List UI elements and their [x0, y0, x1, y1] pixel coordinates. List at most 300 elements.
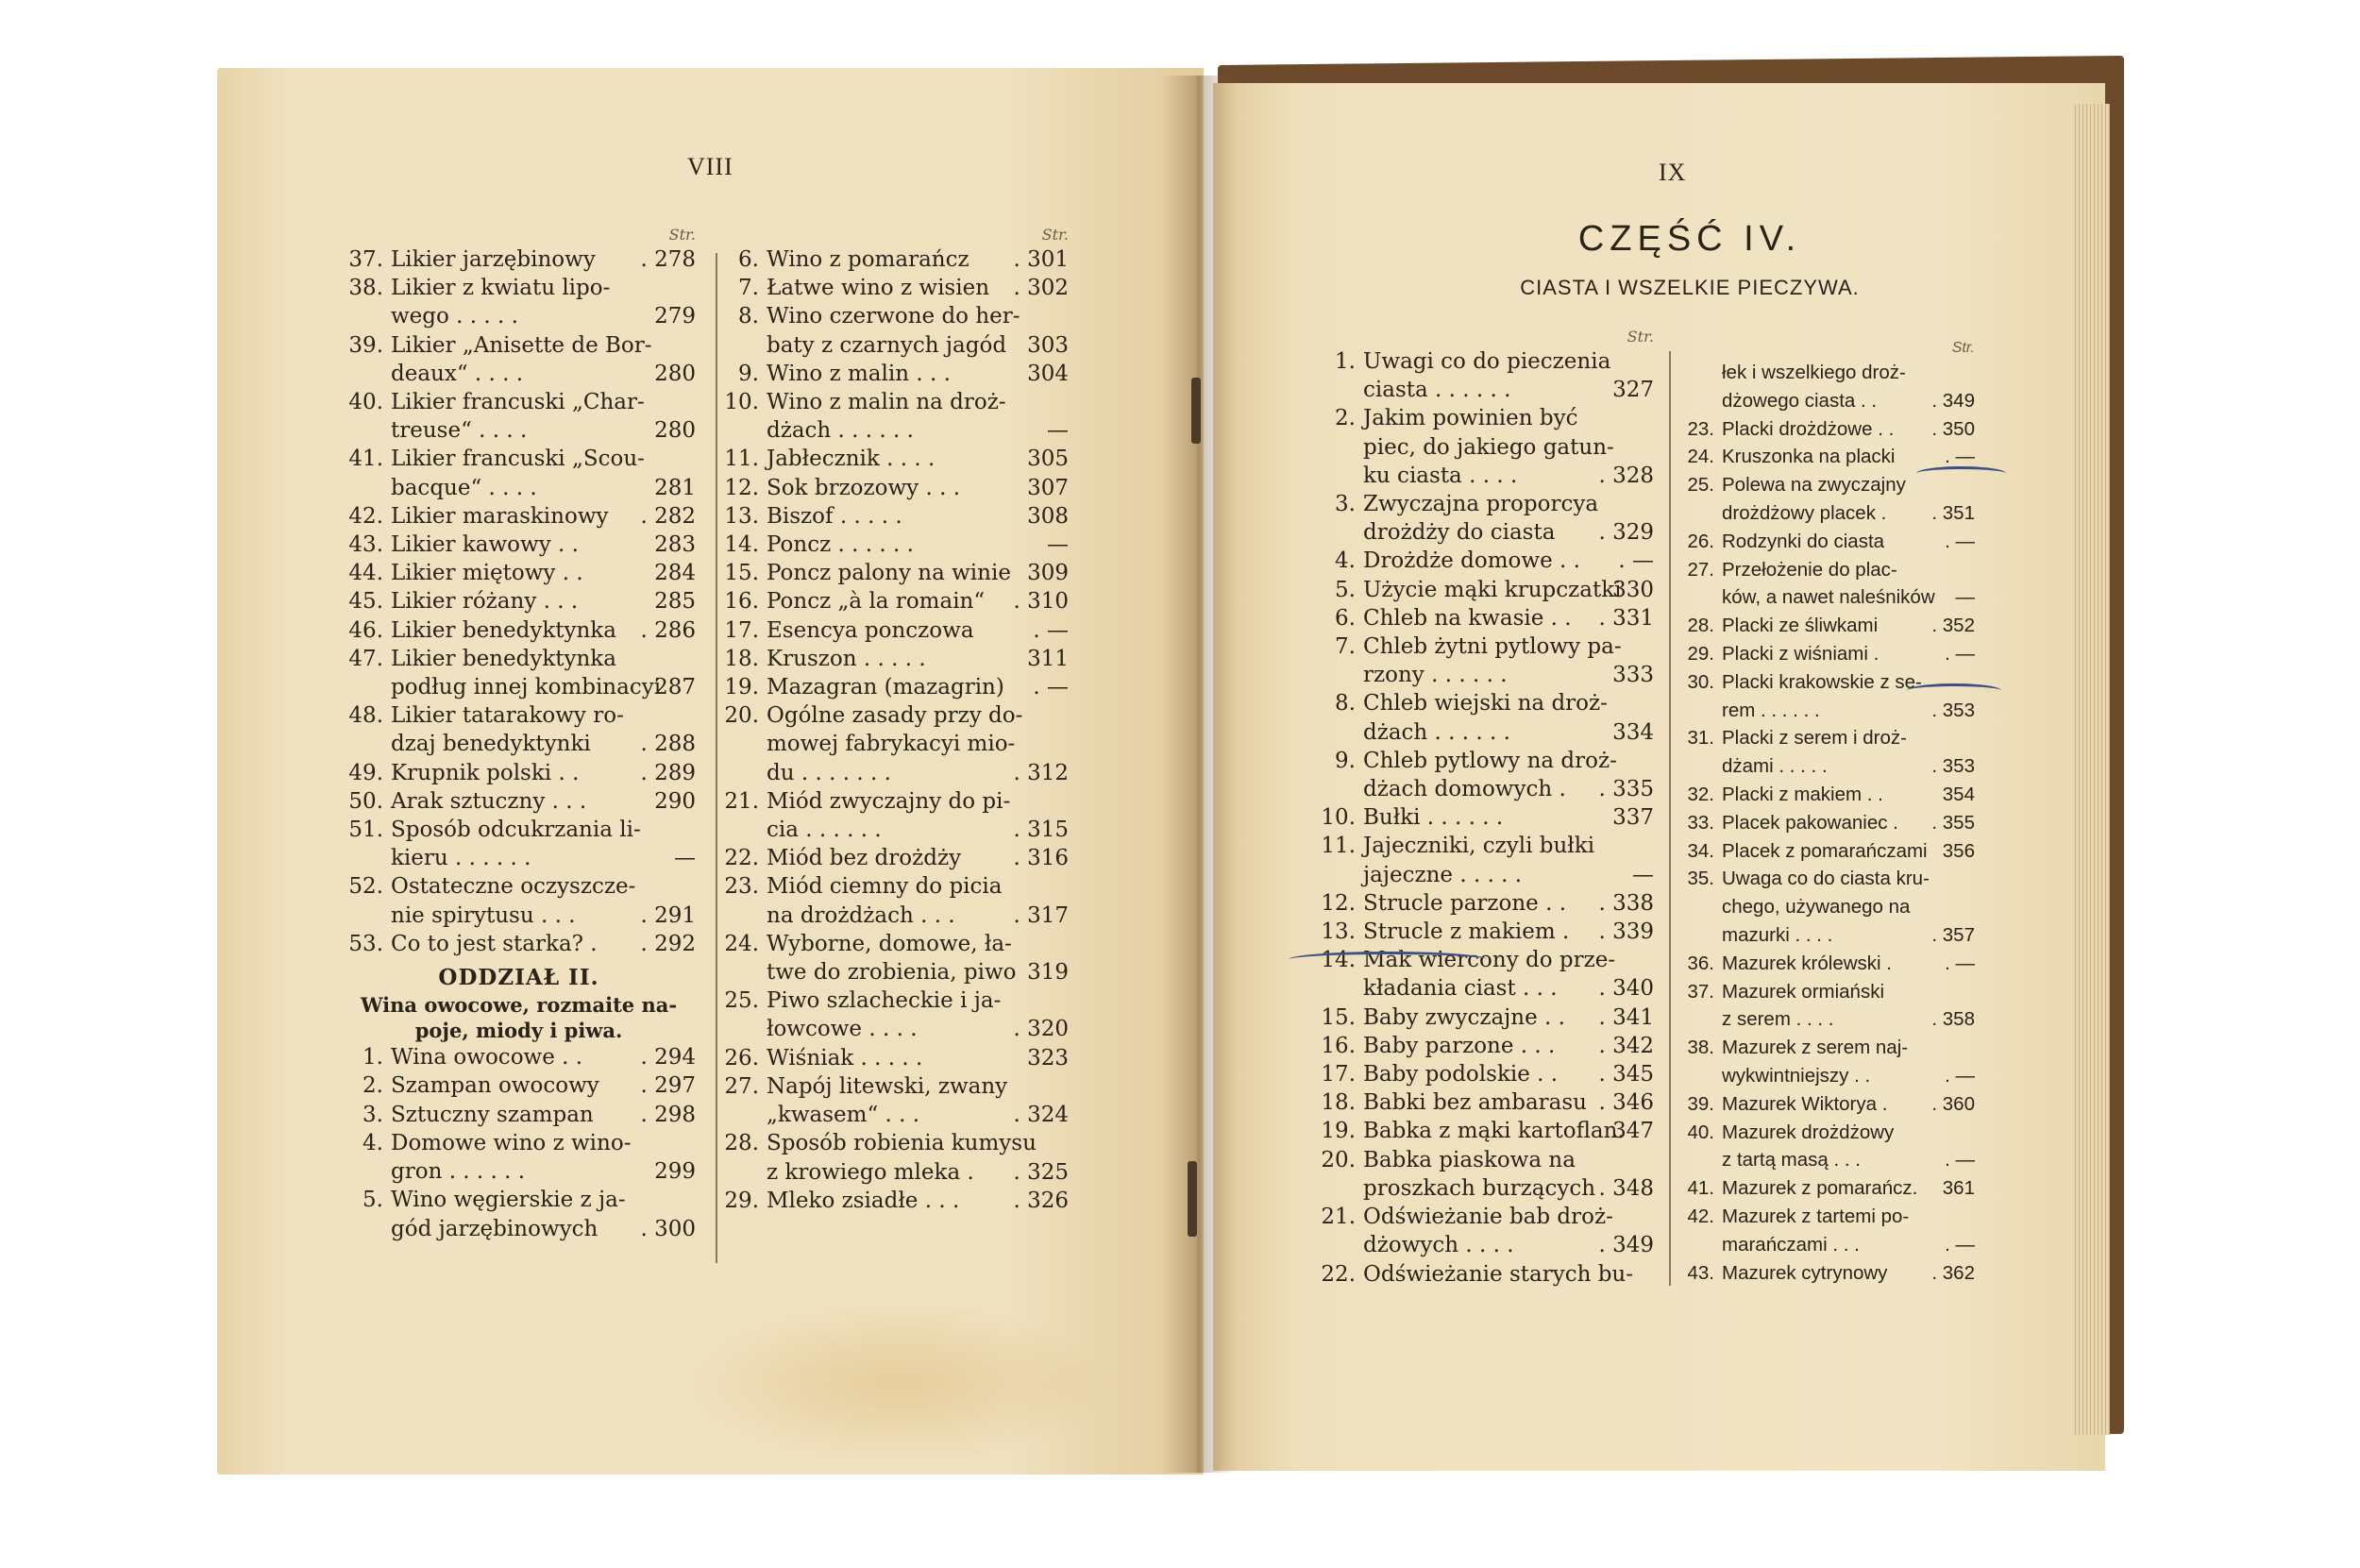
toc-page-number: —: [1047, 532, 1069, 558]
toc-entry-line: [342, 1129, 696, 1157]
toc-entry-number: 45.: [348, 589, 383, 615]
toc-entry-title: Mazurek ormiański: [1722, 980, 1885, 1003]
toc-page-number: 327: [1612, 378, 1654, 403]
toc-entry-number: 29.: [1687, 642, 1714, 665]
toc-entry-number: 9.: [738, 361, 759, 386]
binding-thread: [1188, 1161, 1197, 1237]
left-page-number: VIII: [687, 153, 733, 180]
toc-entry-line: [1673, 443, 1975, 471]
toc-entry-title: Jakim powinien być: [1363, 406, 1578, 431]
toc-entry: [1673, 781, 1975, 809]
toc-entry-title: gron . . . . . .: [391, 1159, 526, 1185]
right-page-number: IX: [1659, 159, 1687, 186]
toc-entry-line: [1673, 1231, 1975, 1259]
toc-entry: [1673, 865, 1975, 949]
toc-entry: [1314, 490, 1654, 547]
section-subtitle-line: poje, miody i piwa.: [414, 1019, 623, 1043]
toc-entry-title: Sztuczny szampan: [391, 1102, 594, 1127]
toc-page-number: 290: [654, 788, 696, 814]
toc-entry: [342, 1071, 696, 1100]
toc-entry-title: Placki z serem i droż-: [1722, 727, 1907, 750]
ink-underline-mark: [1289, 952, 1487, 968]
toc-entry-number: 31.: [1687, 727, 1714, 750]
toc-entry-number: 49.: [348, 760, 383, 785]
toc-entry: [1314, 347, 1654, 404]
toc-entry-number: 9.: [1335, 748, 1356, 773]
toc-entry: [1314, 547, 1654, 575]
toc-entry-line: [717, 616, 1069, 645]
toc-entry-line: [1673, 837, 1975, 866]
toc-entry: [717, 645, 1069, 673]
toc-page-number: . 362: [1931, 1261, 1975, 1284]
toc-page-number: 354: [1942, 783, 1975, 805]
toc-entry-number: 53.: [348, 931, 383, 956]
toc-page-number: . 292: [640, 931, 696, 956]
toc-page-number: . 338: [1598, 890, 1654, 916]
toc-page-number: . —: [1945, 446, 1975, 468]
toc-entry: [1314, 604, 1654, 632]
toc-entry-number: 40.: [348, 390, 383, 415]
toc-page-number: 299: [654, 1159, 696, 1185]
toc-page-number: . 291: [640, 902, 696, 928]
toc-page-number: 309: [1027, 561, 1069, 586]
toc-page-number: —: [674, 846, 696, 871]
toc-entry-line: [1673, 556, 1975, 584]
toc-entry-number: 14.: [1321, 948, 1356, 973]
toc-entry-line: [1314, 547, 1654, 575]
toc-entry-line: [1314, 576, 1654, 604]
toc-page-number: . 288: [640, 732, 696, 757]
toc-entry-title: Likier różany . . .: [391, 589, 579, 615]
toc-entry-number: 12.: [1321, 890, 1356, 916]
toc-page-number: . 352: [1931, 615, 1975, 637]
toc-entry-title: Chleb pytlowy na droż-: [1363, 748, 1617, 773]
toc-page-number: 323: [1027, 1045, 1069, 1071]
toc-entry-line: [1673, 1259, 1975, 1288]
toc-entry-title: Napój litewski, zwany: [767, 1073, 1008, 1099]
toc-entry: [1673, 1203, 1975, 1259]
toc-entry-line: [342, 787, 696, 816]
toc-entry-title: Mazurek królewski .: [1722, 952, 1892, 974]
toc-entry-number: 23.: [724, 874, 759, 900]
toc-entry-title: bacque“ . . . .: [391, 475, 537, 500]
toc-page-number: . 328: [1598, 463, 1654, 488]
toc-entry-title: Babki bez ambarasu: [1363, 1090, 1587, 1116]
toc-page-number: . —: [1945, 1149, 1975, 1172]
toc-entry-number: 43.: [1687, 1261, 1714, 1284]
toc-entry-line: [717, 958, 1069, 986]
toc-entry-number: 20.: [1321, 1147, 1356, 1172]
toc-entry-number: 21.: [1321, 1205, 1356, 1230]
toc-page-number: . 278: [640, 247, 696, 272]
toc-entry-title: Piwo szlacheckie i ja-: [767, 988, 1002, 1014]
toc-entry-line: [717, 730, 1069, 758]
toc-entry-title: Wyborne, domowe, ła-: [767, 931, 1012, 956]
toc-entry: [717, 445, 1069, 473]
toc-entry-line: [1673, 415, 1975, 444]
toc-entry-line: [1673, 1090, 1975, 1119]
toc-entry-number: 28.: [724, 1131, 759, 1156]
toc-entry-line: [1673, 612, 1975, 640]
toc-entry: [1314, 1117, 1654, 1145]
toc-page-number: . 342: [1598, 1033, 1654, 1058]
toc-page-number: . 346: [1598, 1090, 1654, 1116]
toc-entry-title: Polewa na zwyczajny: [1722, 474, 1906, 497]
toc-entry: [717, 930, 1069, 986]
toc-entry-title: Wino z pomarańcz: [767, 247, 969, 272]
toc-entry: [1314, 1203, 1654, 1259]
toc-entry-line: [342, 1157, 696, 1186]
toc-page-number: . 351: [1931, 501, 1975, 524]
toc-entry-line: [717, 930, 1069, 958]
toc-page-number: . 357: [1931, 923, 1975, 946]
toc-entry: [1314, 1060, 1654, 1088]
toc-entry-number: 33.: [1687, 811, 1714, 834]
section-subtitle-line: Wina owocowe, rozmaite na-: [360, 993, 678, 1018]
left-column-2: [717, 225, 1069, 1215]
toc-entry-title: Baby parzone . . .: [1363, 1033, 1556, 1058]
toc-entry-title: Baby zwyczajne . .: [1363, 1004, 1565, 1030]
toc-entry-number: 24.: [1687, 446, 1714, 468]
toc-page-number: 281: [654, 475, 696, 500]
toc-entry-title: Miód zwyczajny do pi-: [767, 788, 1011, 814]
toc-entry-title: Jajeczniki, czyli bułki: [1363, 834, 1595, 859]
toc-page-number: . 324: [1013, 1103, 1069, 1128]
toc-entry: [342, 245, 696, 274]
toc-entry-number: 1.: [362, 1045, 383, 1071]
toc-entry-line: [1673, 1146, 1975, 1174]
toc-entry-title: Wino z malin . . .: [767, 361, 951, 386]
toc-entry-number: 43.: [348, 532, 383, 558]
toc-entry-line: [717, 531, 1069, 559]
toc-entry: [1673, 471, 1975, 528]
toc-entry-line: [1673, 697, 1975, 725]
toc-entry-line: [1673, 1174, 1975, 1203]
toc-page-number: 333: [1612, 663, 1654, 688]
toc-entry: [717, 1129, 1069, 1186]
toc-entry-title: z krowiego mleka .: [767, 1159, 974, 1185]
toc-entry: [717, 701, 1069, 787]
toc-entry: [342, 759, 696, 787]
toc-entry-line: [1673, 583, 1975, 612]
toc-entry-number: 8.: [1335, 691, 1356, 717]
toc-entry-title: Placek z pomarańczami: [1722, 839, 1928, 862]
ink-underline-mark: [1916, 466, 2006, 481]
toc-entry-line: [342, 1186, 696, 1214]
toc-page-number: . 294: [640, 1045, 696, 1071]
toc-entry-number: 3.: [1335, 492, 1356, 517]
toc-entry-title: Uwagi co do pieczenia: [1363, 349, 1611, 374]
toc-entry-title: Użycie mąki krupczatki: [1363, 577, 1622, 602]
toc-entry-line: [717, 360, 1069, 388]
toc-entry-number: 4.: [362, 1130, 383, 1155]
toc-entry-title: Strucle z makiem .: [1363, 919, 1570, 945]
toc-entry-title: Mazurek z serem naj-: [1722, 1037, 1909, 1059]
toc-entry-title: gód jarzębinowych: [391, 1216, 598, 1241]
toc-page-number: . 320: [1013, 1017, 1069, 1042]
toc-page-number: . 298: [640, 1102, 696, 1127]
toc-entry-title: jajeczne . . . . .: [1363, 862, 1523, 887]
toc-page-number: 287: [654, 675, 696, 700]
toc-page-number: . 286: [640, 617, 696, 643]
toc-entry-line: [342, 445, 696, 473]
toc-entry: [1314, 689, 1654, 746]
toc-entry-title: Sposób odcukrzania li-: [391, 818, 641, 843]
toc-page-number: . 302: [1013, 276, 1069, 301]
toc-entry: [717, 559, 1069, 587]
toc-entry-title: Wina owocowe . .: [391, 1045, 583, 1071]
toc-page-number: . 315: [1013, 818, 1069, 843]
toc-page-number: 285: [654, 589, 696, 615]
toc-entry-number: 6.: [738, 247, 759, 272]
toc-entry-number: 16.: [724, 589, 759, 615]
toc-entry-line: [1673, 1034, 1975, 1062]
toc-entry-line: [1673, 1062, 1975, 1090]
toc-entry-line: [717, 1044, 1069, 1072]
toc-entry-line: [1314, 376, 1654, 404]
toc-page-number: . 349: [1931, 389, 1975, 412]
toc-entry-number: 11.: [724, 447, 759, 472]
str-label: Str.: [668, 226, 696, 244]
toc-entry: [1314, 747, 1654, 803]
toc-entry: [717, 1044, 1069, 1072]
toc-entry-line: [1314, 1260, 1654, 1289]
toc-entry-title: dżach . . . . . .: [1363, 719, 1510, 745]
toc-entry-title: Poncz . . . . . .: [767, 532, 914, 558]
toc-entry-number: 37.: [348, 247, 383, 272]
toc-entry-line: [717, 1072, 1069, 1101]
toc-entry-title: Mazurek cytrynowy: [1722, 1261, 1888, 1284]
part-title: CZĘŚĆ IV.: [1577, 219, 1802, 259]
toc-entry-title: piec, do jakiego gatun-: [1363, 434, 1614, 460]
toc-page-number: . 301: [1013, 247, 1069, 272]
toc-entry-title: Likier kawowy . .: [391, 532, 579, 558]
toc-entry-line: [342, 645, 696, 673]
toc-entry-title: Jabłecznik . . . .: [767, 447, 936, 472]
toc-page-number: . 339: [1598, 919, 1654, 945]
toc-entry: [342, 816, 696, 872]
toc-entry-title: nie spirytusu . . .: [391, 902, 576, 928]
toc-entry-line: [717, 474, 1069, 502]
toc-entry-title: Bułki . . . . . .: [1363, 805, 1504, 831]
toc-entry-title: Chleb na kwasie . .: [1363, 605, 1572, 631]
section-title: ODDZIAŁ II.: [438, 965, 599, 991]
toc-page-number: . 282: [640, 503, 696, 529]
right-column-2: [1673, 338, 1975, 1287]
toc-entry-title: Miód bez drożdży: [767, 846, 962, 871]
toc-entry-title: Strucle parzone . .: [1363, 890, 1567, 916]
toc-entry-title: Ogólne zasady przy do-: [767, 703, 1023, 729]
toc-entry-title: Domowe wino z wino-: [391, 1130, 632, 1155]
toc-page-number: 319: [1027, 960, 1069, 986]
toc-page-number: . —: [1945, 530, 1975, 552]
toc-entry-title: na drożdżach . . .: [767, 902, 955, 928]
toc-page-number: 311: [1027, 646, 1069, 671]
toc-entry-line: [342, 388, 696, 416]
toc-page-number: . 325: [1013, 1159, 1069, 1185]
toc-entry-line: [1673, 893, 1975, 921]
toc-entry-title: Arak sztuczny . . .: [391, 788, 587, 814]
toc-entry-line: [1673, 809, 1975, 837]
toc-entry-title: Babka z mąki kartoflan.: [1363, 1119, 1625, 1144]
toc-entry-title: Likier tatarakowy ro-: [391, 703, 624, 729]
toc-page-number: 280: [654, 418, 696, 444]
toc-entry: [342, 872, 696, 929]
toc-entry-number: 13.: [724, 503, 759, 529]
page-stain: [680, 1303, 1114, 1463]
toc-entry-line: [717, 701, 1069, 730]
toc-entry-title: Uwaga co do ciasta kru-: [1722, 868, 1930, 890]
toc-entry-line: [342, 701, 696, 730]
toc-entry-title: Placki drożdżowe . .: [1722, 417, 1895, 440]
toc-entry-title: Biszof . . . . .: [767, 503, 902, 529]
toc-entry: [1673, 556, 1975, 613]
toc-page-number: 304: [1027, 361, 1069, 386]
toc-entry-title: deaux“ . . . .: [391, 361, 524, 386]
toc-entry-title: rzony . . . . . .: [1363, 663, 1508, 688]
toc-entry-title: rem . . . . . .: [1722, 699, 1820, 721]
toc-entry-title: drożdżowy placek .: [1722, 501, 1887, 524]
toc-entry-line: [342, 872, 696, 901]
toc-entry-title: ków, a nawet naleśników: [1722, 586, 1935, 609]
toc-entry: [342, 616, 696, 645]
toc-entry-title: Mak wiercony do prze-: [1363, 948, 1616, 973]
toc-page-number: 337: [1612, 805, 1654, 831]
toc-entry-line: [717, 872, 1069, 901]
toc-page-number: 305: [1027, 447, 1069, 472]
right-column-1: [1314, 327, 1654, 1289]
toc-entry-line: [1314, 1117, 1654, 1145]
toc-page-number: . 341: [1598, 1004, 1654, 1030]
toc-page-number: . 329: [1598, 520, 1654, 546]
toc-entry-title: du . . . . . . .: [767, 760, 891, 785]
toc-page-number: . 353: [1931, 755, 1975, 778]
toc-entry-number: 11.: [1321, 834, 1356, 859]
toc-entry: [717, 474, 1069, 502]
toc-entry: [1314, 576, 1654, 604]
str-label: Str.: [1041, 226, 1069, 244]
toc-page-number: 361: [1942, 1177, 1975, 1200]
toc-entry-line: [342, 816, 696, 844]
toc-page-number: 334: [1612, 719, 1654, 745]
binding-thread: [1191, 378, 1201, 444]
toc-entry: [342, 388, 696, 445]
toc-entry-title: Mazurek z pomarańcz.: [1722, 1177, 1918, 1200]
toc-entry-title: Mazurek drożdżowy: [1722, 1121, 1895, 1143]
toc-page-number: . 316: [1013, 846, 1069, 871]
toc-entry-number: 10.: [1321, 805, 1356, 831]
toc-entry-title: dzaj benedyktynki: [391, 732, 591, 757]
toc-entry: [342, 445, 696, 501]
toc-entry-number: 22.: [1321, 1261, 1356, 1287]
toc-entry-title: dżach . . . . . .: [767, 418, 914, 444]
toc-entry-line: [1314, 718, 1654, 747]
toc-entry-number: 2.: [362, 1073, 383, 1099]
toc-entry-title: Likier francuski „Char-: [391, 390, 645, 415]
toc-page-number: . 348: [1598, 1175, 1654, 1201]
toc-entry-number: 48.: [348, 703, 383, 729]
toc-entry-title: Przełożenie do plac-: [1722, 558, 1897, 581]
toc-entry-number: 51.: [348, 818, 383, 843]
toc-entry-number: 18.: [724, 646, 759, 671]
toc-entry-line: [342, 474, 696, 502]
toc-entry-title: wykwintniejszy . .: [1722, 1064, 1871, 1087]
toc-entry-number: 19.: [1321, 1119, 1356, 1144]
toc-entry-title: z serem . . . .: [1722, 1008, 1834, 1031]
toc-entry-title: Esencya ponczowa: [767, 617, 974, 643]
toc-entry: [717, 673, 1069, 701]
toc-entry-line: [1673, 359, 1975, 387]
toc-entry-number: 34.: [1687, 839, 1714, 862]
toc-entry: [1673, 359, 1975, 415]
toc-entry-title: Łatwe wino z wisien: [767, 276, 990, 301]
toc-entry: [1673, 978, 1975, 1035]
toc-entry-number: 4.: [1335, 548, 1356, 574]
toc-page-number: 347: [1612, 1119, 1654, 1144]
toc-entry: [1673, 528, 1975, 556]
toc-entry-title: Wiśniak . . . . .: [767, 1045, 923, 1071]
toc-entry-line: [1314, 347, 1654, 376]
toc-entry-title: Mleko zsiadłe . . .: [767, 1188, 960, 1213]
toc-entry-number: 50.: [348, 788, 383, 814]
str-label: Str.: [1627, 328, 1654, 346]
toc-entry-title: Baby podolskie . .: [1363, 1062, 1559, 1087]
toc-entry-number: 12.: [724, 475, 759, 500]
toc-entry-line: [342, 274, 696, 302]
toc-entry-line: [1673, 781, 1975, 809]
toc-entry-line: [342, 331, 696, 360]
toc-entry-line: [342, 302, 696, 330]
toc-entry-line: [1673, 865, 1975, 893]
toc-entry-title: mazurki . . . .: [1722, 923, 1833, 946]
toc-entry-number: 23.: [1687, 417, 1714, 440]
toc-entry: [1314, 889, 1654, 918]
toc-entry-line: [1314, 689, 1654, 717]
toc-page-number: . 331: [1598, 605, 1654, 631]
toc-entry-number: 17.: [1321, 1062, 1356, 1087]
toc-entry-title: Placki ze śliwkami: [1722, 615, 1879, 637]
toc-entry-number: 27.: [1687, 558, 1714, 581]
toc-entry-title: Poncz palony na winie: [767, 561, 1011, 586]
toc-entry-line: [717, 388, 1069, 416]
toc-entry: [1314, 832, 1654, 888]
toc-entry-line: [1673, 640, 1975, 668]
toc-entry-title: dżowych . . . .: [1363, 1233, 1514, 1258]
toc-entry-title: z tartą masą . . .: [1722, 1149, 1861, 1172]
toc-entry-title: podług innej kombinacyi: [391, 675, 662, 700]
toc-entry-title: Chleb wiejski na droż-: [1363, 691, 1608, 717]
toc-entry-number: 5.: [1335, 577, 1356, 602]
toc-entry: [717, 1072, 1069, 1129]
toc-entry-title: Placki z makiem . .: [1722, 783, 1883, 805]
toc-entry-number: 38.: [1687, 1037, 1714, 1059]
toc-entry: [342, 1186, 696, 1242]
toc-entry-line: [717, 416, 1069, 445]
part-subtitle: CIASTA I WSZELKIE PIECZYWA.: [1520, 276, 1860, 299]
toc-entry-line: [1673, 387, 1975, 415]
toc-entry: [717, 245, 1069, 274]
toc-entry-line: [1673, 752, 1975, 781]
toc-entry: [1314, 1260, 1654, 1289]
toc-entry: [342, 701, 696, 758]
toc-entry-title: Drożdże domowe . .: [1363, 548, 1580, 574]
toc-entry-title: Likier francuski „Scou-: [391, 447, 645, 472]
toc-entry-line: [717, 673, 1069, 701]
toc-entry-number: 19.: [724, 675, 759, 700]
toc-entry: [1673, 724, 1975, 781]
toc-entry-number: 26.: [724, 1045, 759, 1071]
toc-entry-line: [1673, 1119, 1975, 1147]
